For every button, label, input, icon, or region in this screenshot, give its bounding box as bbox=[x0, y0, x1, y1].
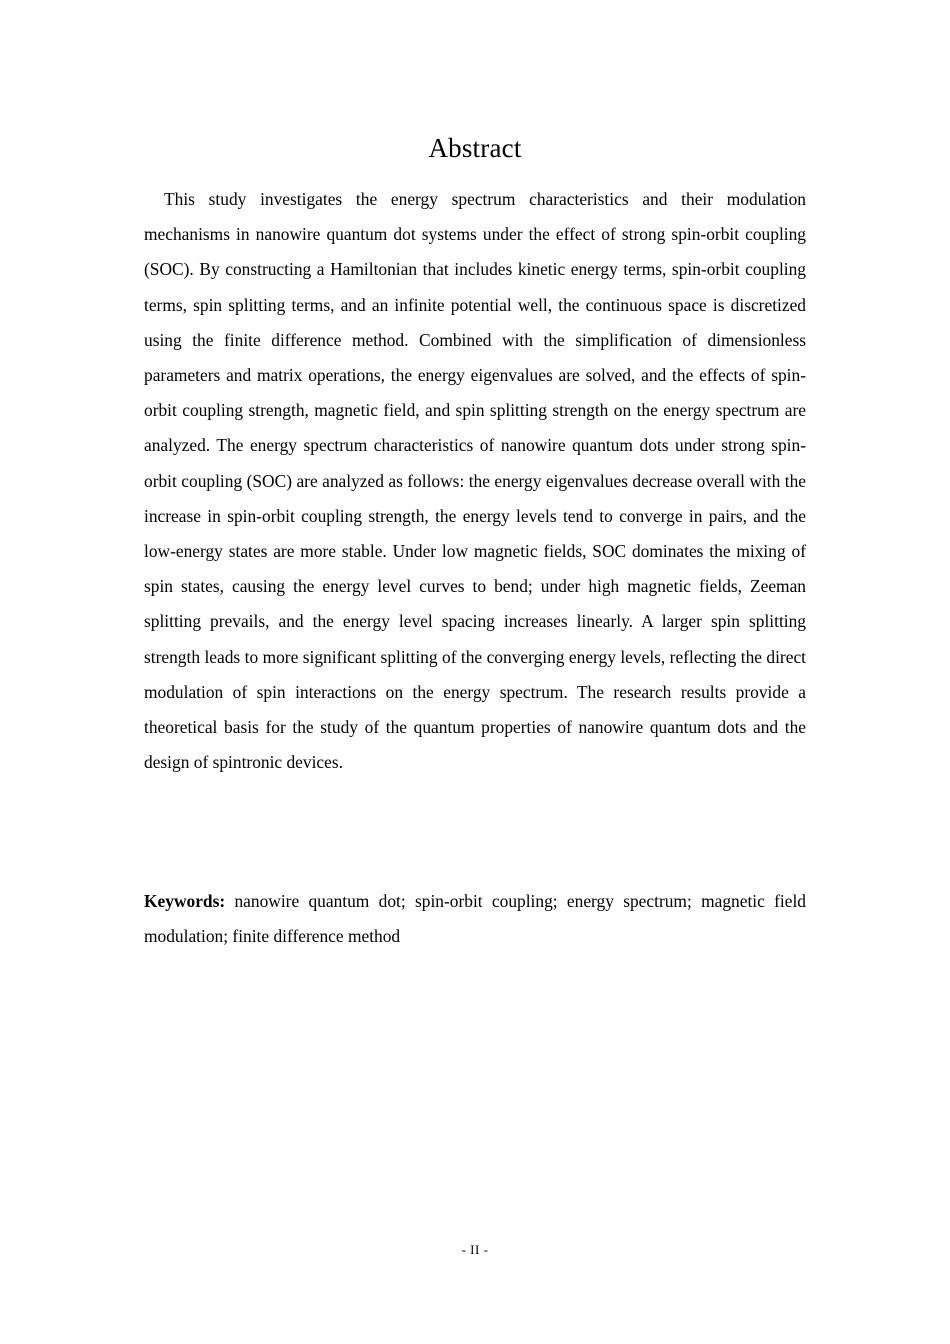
keywords-block bbox=[144, 884, 806, 954]
keywords-value: nanowire quantum dot; spin-orbit coupling; energy spectrum; magnetic field modulation; finite difference method bbox=[144, 891, 806, 947]
abstract-paragraph: This study investigates the energy spectrum characteristics and their modulation mechanisms in nanowire quantum dot systems under the effect of strong spin-orbit coupling (SOC). By constructing a Hamiltonian that includes kinetic energy terms, spin-orbit coupling terms, spin splitting terms, and an infinite potential well, the continuous space is discretized using the finite difference method. Combined with the simplification of dimensionless parameters and matrix operations, the energy eigenvalues are solved, and the effects of spin-orbit coupling strength, magnetic field, and spin splitting strength on the energy spectrum are analyzed. The energy spectrum characteristics of nanowire quantum dots under strong spin-orbit coupling (SOC) are analyzed as follows: the energy eigenvalues decrease overall with the increase in spin-orbit coupling strength, the energy levels tend to converge in pairs, and the low-energy states are more stable. Under low magnetic fields, SOC dominates the mixing of spin states, causing the energy level curves to bend; under high magnetic fields, Zeeman splitting prevails, and the energy level spacing increases linearly. A larger spin splitting strength leads to more significant splitting of the converging energy levels, reflecting the direct modulation of spin interactions on the energy spectrum. The research results provide a theoretical basis for the study of the quantum properties of nanowire quantum dots and the design of spintronic devices. bbox=[144, 189, 806, 773]
page-title: Abstract bbox=[428, 133, 522, 164]
page-number-footer: - II - bbox=[461, 1242, 489, 1257]
keywords-label: Keywords: bbox=[144, 891, 226, 911]
abstract-section bbox=[144, 182, 806, 780]
